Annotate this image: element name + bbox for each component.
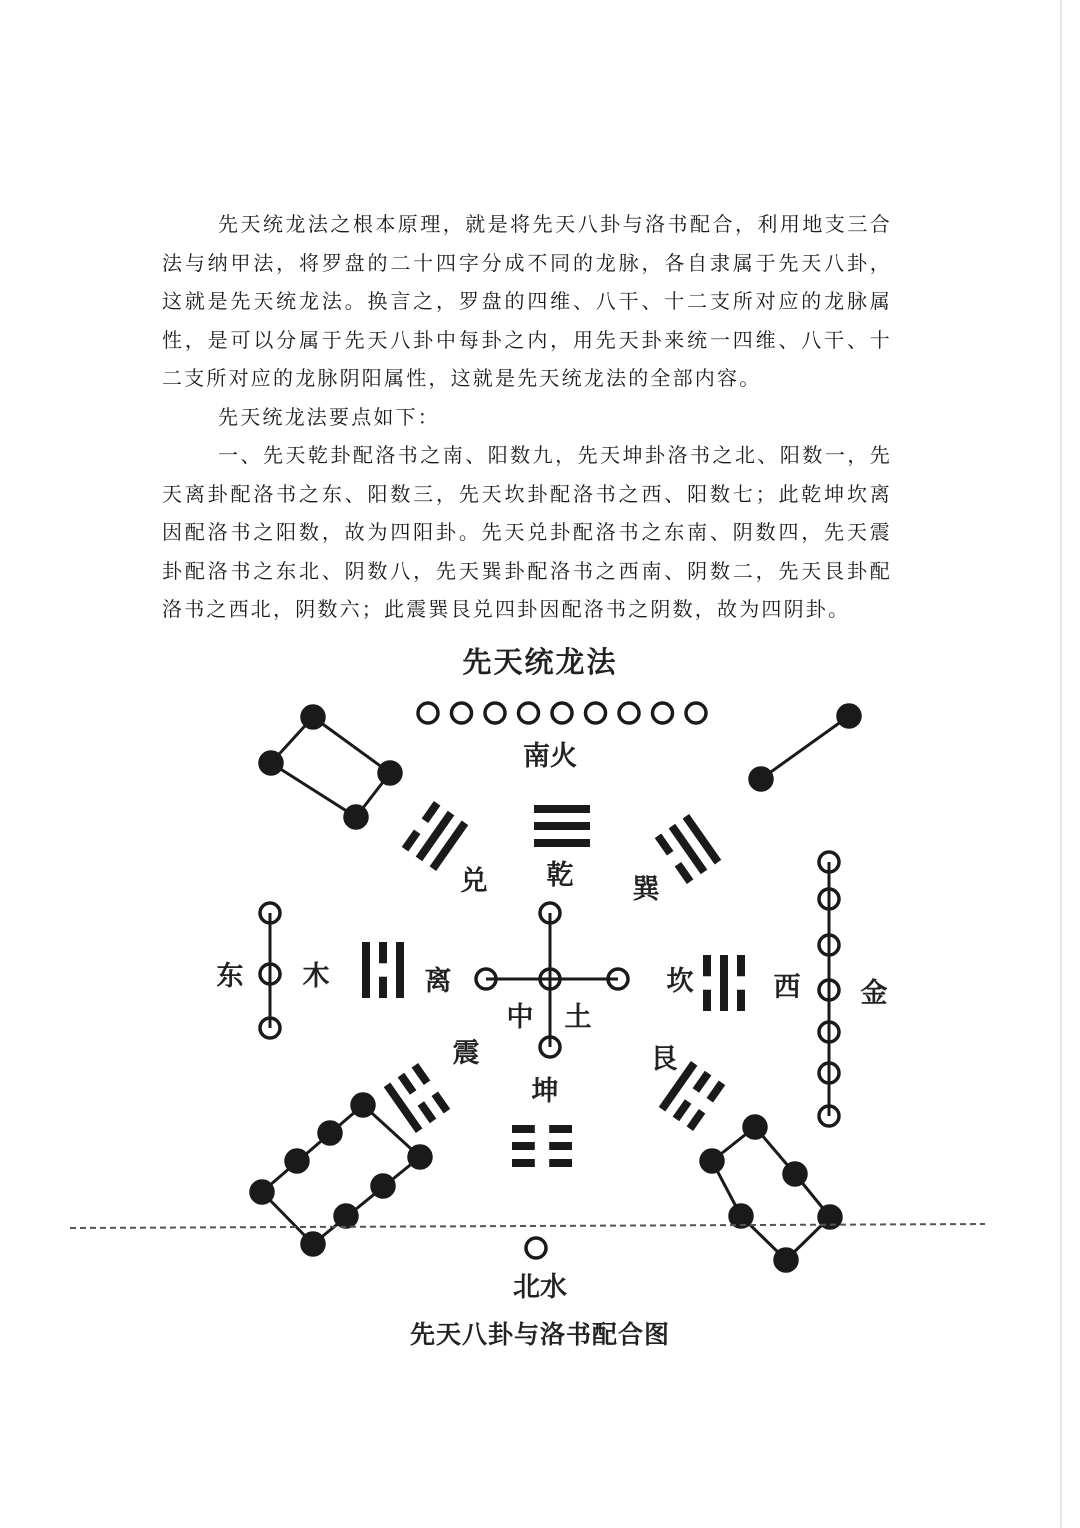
luoshu-north-dot [526, 1238, 546, 1258]
luoshu-northeast-link [262, 1192, 313, 1244]
trigram-kun [512, 1125, 572, 1167]
trigram-xun-yin-line [675, 862, 694, 884]
label-gen: 艮 [650, 1044, 678, 1075]
trigram-dui-yin-line [422, 801, 441, 823]
paragraph-points: 一、先天乾卦配洛书之南、阳数九，先天坤卦洛书之北、阳数一，先天离卦配洛书之东、阳数三，先天坎卦配洛书之西、阳数七；此乾坤坎离因配洛书之阳数，故为四阳卦。先天兑卦配洛书之东南、阴数四，先天震卦配洛书之东北、阴数八，先天巽卦配洛书之西南、阴数二，先天艮卦配洛书之西北，阴数六；此震巽艮兑四卦因配洛书之阴数，故为四阴卦。 [162, 443, 892, 621]
trigram-zhen-yin-line [398, 1073, 417, 1095]
trigram-zhen [384, 1063, 451, 1133]
trigram-kan-yin-line [703, 990, 711, 1011]
trigram-li [362, 942, 404, 998]
trigram-kan-yang-line [720, 955, 728, 1011]
trigram-kan-yin-line [737, 990, 745, 1011]
label-xun: 巽 [632, 874, 660, 905]
paragraph-intro: 先天统龙法要点如下： [218, 404, 440, 429]
label-south-fire: 南火 [523, 741, 577, 772]
luoshu-northwest-link [755, 1127, 795, 1174]
label-east: 东 [216, 961, 244, 992]
luoshu-south-dot [686, 703, 706, 723]
luoshu-northwest-link [712, 1161, 741, 1216]
luoshu-south-dot [586, 703, 606, 723]
trigram-zhen-yin-line [432, 1091, 451, 1113]
trigram-li-yin-line [379, 942, 387, 963]
luoshu-northeast-link [262, 1105, 363, 1192]
luoshu-northeast-link [313, 1157, 420, 1244]
trigram-zhen-yin-line [418, 1101, 437, 1123]
label-north-water: 北水 [513, 1272, 567, 1303]
label-dui: 兑 [460, 866, 488, 897]
trigram-kun-yin-line [512, 1142, 535, 1150]
trigram-li-yang-line [396, 942, 404, 998]
luoshu-southeast-link [271, 763, 356, 817]
label-kun: 坤 [531, 1076, 559, 1107]
trigram-kan [703, 955, 745, 1011]
trigram-li-yin-line [379, 977, 387, 998]
label-zhen: 震 [452, 1038, 480, 1069]
trigram-gen-yin-line [687, 1109, 706, 1131]
trigram-qian-yang-line [534, 822, 590, 830]
luoshu-south-dot [619, 703, 639, 723]
paragraph-principle: 先天统龙法之根本原理，就是将先天八卦与洛书配合，利用地支三合法与纳甲法，将罗盘的二十四字分成不同的龙脉，各自隶属于先天八卦，这就是先天统龙法。换言之，罗盘的四维、八干、十二支所对应的龙脉属性，是可以分属于先天八卦中每卦之内，用先天卦来统一四维、八干、十二支所对应的龙脉阴阳属性，这就是先天统龙法的全部内容。 [162, 212, 892, 390]
trigram-kan-yin-line [737, 955, 745, 976]
label-li: 离 [424, 966, 452, 997]
trigram-gen-yin-line [693, 1071, 712, 1093]
trigram-dui-yang-line [416, 811, 455, 861]
luoshu-south-dot [552, 703, 572, 723]
trigram-xun-yin-line [655, 834, 674, 856]
diagram-caption: 先天八卦与洛书配合图 [409, 1320, 670, 1349]
luoshu-south-dot [653, 703, 673, 723]
trigram-xun-yang-line [683, 814, 722, 864]
trigram-gen-yin-line [707, 1081, 726, 1103]
luoshu-northwest-link [741, 1216, 786, 1260]
luoshu-southwest-link [761, 716, 849, 779]
luoshu-south-dot [418, 703, 438, 723]
luoshu-south-dot [519, 703, 539, 723]
trigram-qian [534, 805, 590, 847]
luoshu-southeast-link [313, 717, 390, 773]
trigram-xun-yang-line [669, 824, 708, 874]
luoshu-northwest-link [712, 1127, 755, 1161]
luoshu-south-dot [452, 703, 472, 723]
label-qian: 乾 [546, 860, 574, 891]
diagram-title: 先天统龙法 [462, 645, 618, 679]
label-metal: 金 [860, 978, 888, 1009]
label-west: 西 [773, 972, 801, 1003]
trigram-kun-yin-line [512, 1125, 535, 1133]
trigram-zhen-yin-line [412, 1063, 431, 1085]
label-center: 中 [506, 1002, 534, 1033]
label-kan: 坎 [666, 966, 694, 997]
label-wood: 木 [302, 961, 330, 992]
label-earth: 土 [564, 1002, 592, 1033]
luoshu-northwest-link [795, 1174, 830, 1217]
trigram-kun-yin-line [549, 1159, 572, 1167]
trigram-dui-yin-line [402, 829, 421, 851]
luoshu-northwest-link [786, 1217, 830, 1260]
trigram-kun-yin-line [512, 1159, 535, 1167]
trigram-zhen-yang-line [384, 1083, 423, 1133]
luoshu-southeast-link [271, 717, 313, 763]
trigram-qian-yang-line [534, 839, 590, 847]
luoshu-south-dot [485, 703, 505, 723]
trigram-qian-yang-line [534, 805, 590, 813]
trigram-dui [402, 801, 469, 871]
trigram-dui-yang-line [430, 821, 469, 871]
trigram-kun-yin-line [549, 1125, 572, 1133]
trigram-kan-yin-line [703, 955, 711, 976]
trigram-xun [655, 814, 722, 884]
scan-line [70, 1224, 985, 1228]
luoshu-southeast-link [356, 773, 390, 817]
trigram-kun-yin-line [549, 1142, 572, 1150]
trigram-gen-yin-line [673, 1099, 692, 1121]
trigram-li-yang-line [362, 942, 370, 998]
